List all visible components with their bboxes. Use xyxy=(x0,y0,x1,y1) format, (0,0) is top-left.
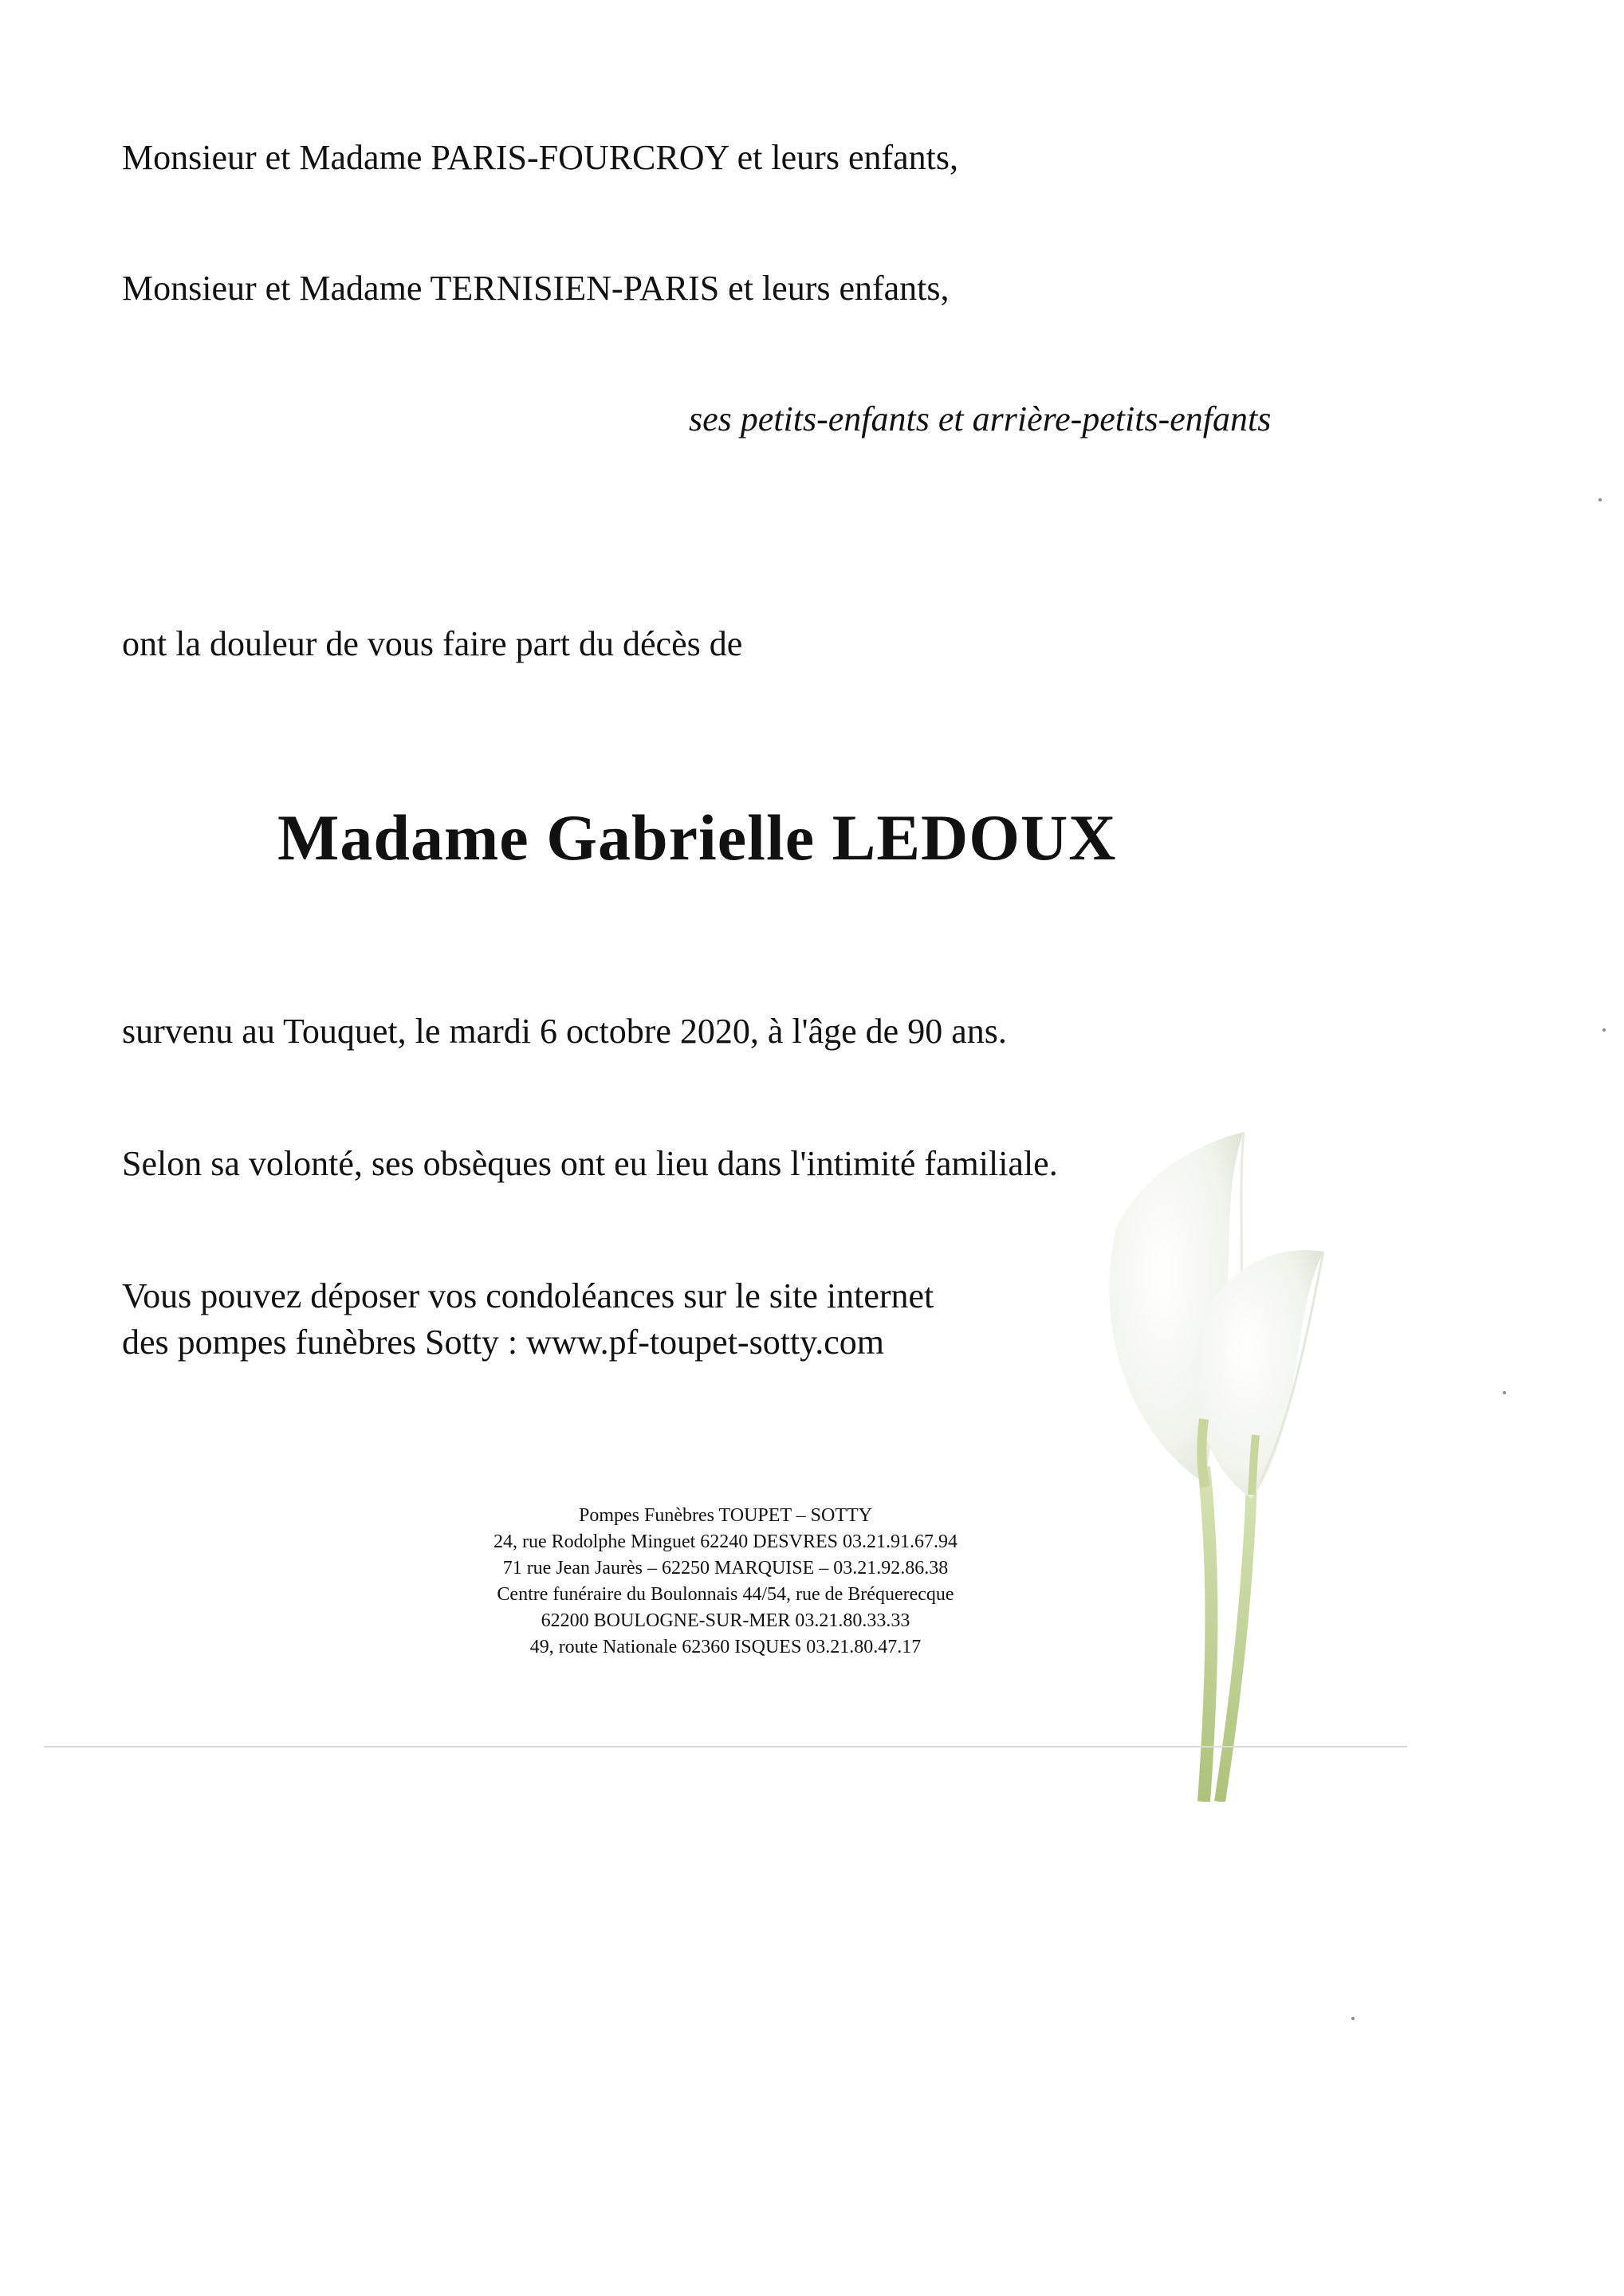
scan-speck xyxy=(1598,498,1602,501)
scan-speck xyxy=(1503,1391,1506,1394)
family-line-1: Monsieur et Madame PARIS-FOURCROY et leurs enfants, xyxy=(122,138,958,177)
condolences-line-1: Vous pouvez déposer vos condoléances sur le site internet xyxy=(122,1276,934,1315)
condolences-line-2: des pompes funèbres Sotty : www.pf-toupet-sotty.com xyxy=(122,1323,885,1362)
contact-line: 24, rue Rodolphe Minguet 62240 DESVRES 03.21.91.67.94 xyxy=(493,1531,957,1552)
contact-line: 62200 BOULOGNE-SUR-MER 03.21.80.33.33 xyxy=(541,1610,910,1631)
announcement-line: ont la douleur de vous faire part du décès de xyxy=(122,624,743,663)
funeral-home-name: Pompes Funèbres TOUPET – SOTTY xyxy=(578,1505,872,1526)
condolences-note xyxy=(122,1273,934,1366)
circumstances-line: survenu au Touquet, le mardi 6 octobre 2020, à l'âge de 90 ans. xyxy=(122,1012,1007,1051)
scan-speck xyxy=(1351,2017,1355,2020)
contact-line: 71 rue Jean Jaurès – 62250 MARQUISE – 03.21.92.86.38 xyxy=(502,1558,949,1578)
funeral-home-contact xyxy=(431,1503,1020,1661)
scan-speck xyxy=(1602,1028,1606,1032)
calla-lily-illustration xyxy=(1084,1132,1355,1802)
contact-line: 49, route Nationale 62360 ISQUES 03.21.80.47.17 xyxy=(529,1637,922,1657)
funeral-note: Selon sa volonté, ses obsèques ont eu lieu dans l'intimité familiale. xyxy=(122,1144,1058,1183)
deceased-name: Madame Gabrielle LEDOUX xyxy=(277,801,1117,874)
separator-rule xyxy=(44,1746,1407,1748)
descendants-line: ses petits-enfants et arrière-petits-enfants xyxy=(689,399,1272,438)
family-line-2: Monsieur et Madame TERNISIEN-PARIS et leurs enfants, xyxy=(122,269,950,308)
contact-line: Centre funéraire du Boulonnais 44/54, rue de Bréquerecque xyxy=(497,1584,954,1605)
